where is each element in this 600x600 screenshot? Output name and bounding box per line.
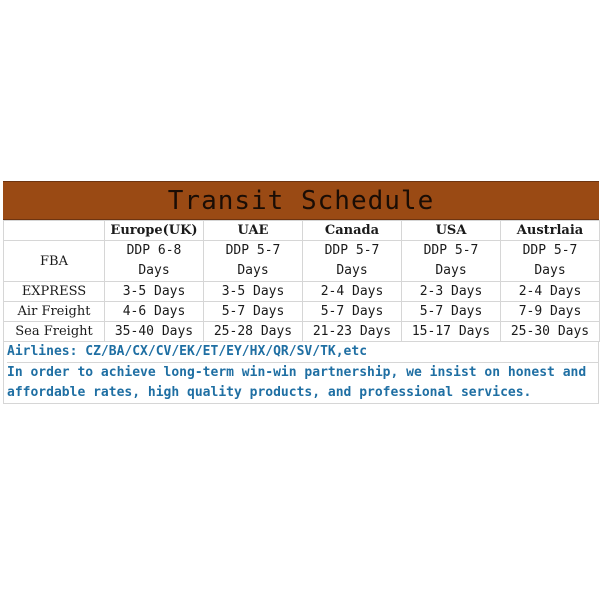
cell-fba-uae [204,241,303,282]
row-label-express: EXPRESS [4,282,105,302]
transit-table [3,220,600,342]
cell-fba-canada [303,241,402,282]
cell-express-canada: 2-4 Days [303,282,402,302]
row-label-sea-freight: Sea Freight [4,322,105,342]
cell-line: DDP 5-7 [324,243,380,258]
cell-sea-usa: 15-17 Days [402,322,501,342]
airlines-note: Airlines: CZ/BA/CX/CV/EK/ET/EY/HX/QR/SV/TK,etc [7,342,598,363]
cell-line: DDP 6-8 [126,243,182,258]
table-row-air-freight [4,302,600,322]
mission-statement: In order to achieve long-term win-win partnership, we insist on honest and affordable rates, high quality products, and professional services. [7,365,587,400]
cell-sea-europe: 35-40 Days [105,322,204,342]
notes-block [3,342,599,404]
schedule-title: Transit Schedule [3,181,599,220]
header-europe: Europe(UK) [105,221,204,241]
header-label-cell [4,221,105,241]
cell-line: Days [435,263,467,278]
header-canada: Canada [303,221,402,241]
cell-air-australia: 7-9 Days [501,302,600,322]
cell-sea-australia: 25-30 Days [501,322,600,342]
cell-fba-usa [402,241,501,282]
cell-line: DDP 5-7 [522,243,578,258]
cell-line: DDP 5-7 [225,243,281,258]
table-row-express [4,282,600,302]
table-header-row [4,221,600,241]
cell-express-australia: 2-4 Days [501,282,600,302]
cell-sea-uae: 25-28 Days [204,322,303,342]
cell-line: Days [534,263,566,278]
cell-air-usa: 5-7 Days [402,302,501,322]
cell-express-uae: 3-5 Days [204,282,303,302]
cell-sea-canada: 21-23 Days [303,322,402,342]
cell-air-canada: 5-7 Days [303,302,402,322]
table-row-fba [4,241,600,282]
cell-line: DDP 5-7 [423,243,479,258]
row-label-fba: FBA [4,241,105,282]
header-australia: Austrlaia [501,221,600,241]
cell-line: Days [138,263,170,278]
cell-air-europe: 4-6 Days [105,302,204,322]
cell-line: Days [237,263,269,278]
table-row-sea-freight [4,322,600,342]
header-usa: USA [402,221,501,241]
cell-fba-europe [105,241,204,282]
cell-fba-australia [501,241,600,282]
cell-express-usa: 2-3 Days [402,282,501,302]
transit-schedule-sheet [3,181,599,404]
cell-air-uae: 5-7 Days [204,302,303,322]
cell-express-europe: 3-5 Days [105,282,204,302]
header-uae: UAE [204,221,303,241]
cell-line: Days [336,263,368,278]
row-label-air-freight: Air Freight [4,302,105,322]
